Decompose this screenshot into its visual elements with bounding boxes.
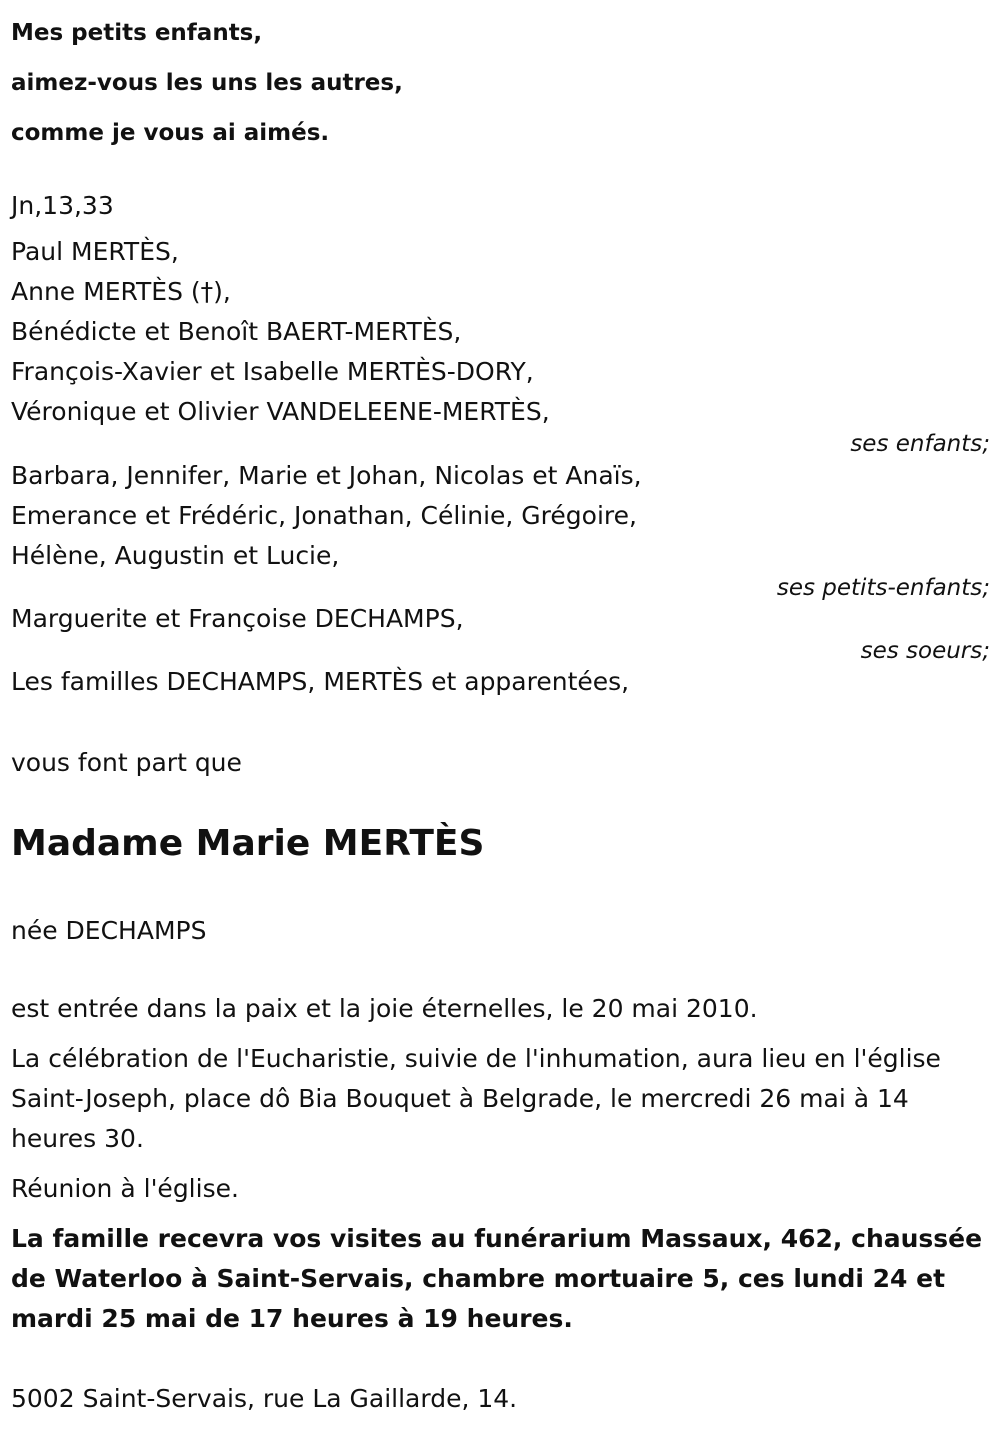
role-label: ses petits-enfants; bbox=[776, 575, 990, 601]
bible-quote bbox=[11, 8, 403, 158]
sisters-group bbox=[11, 599, 990, 663]
quote-line: Mes petits enfants, bbox=[11, 20, 263, 46]
intro-text: vous font part que bbox=[11, 748, 242, 777]
death-statement: est entrée dans la paix et la joie éternelles, le 20 mai 2010. bbox=[11, 994, 758, 1023]
family-name-line: Marguerite et Françoise DECHAMPS, bbox=[11, 604, 464, 633]
family-address: 5002 Saint-Servais, rue La Gaillarde, 14. bbox=[11, 1384, 518, 1413]
quote-line: comme je vous ai aimés. bbox=[11, 120, 330, 146]
deceased-name: Madame Marie MERTÈS bbox=[11, 823, 485, 864]
role-label: ses enfants; bbox=[850, 431, 990, 457]
family-name-line: Bénédicte et Benoît BAERT-MERTÈS, bbox=[11, 317, 462, 346]
grandchildren-group bbox=[11, 456, 990, 600]
quote-reference: Jn,13,33 bbox=[11, 191, 114, 220]
family-name-line: François-Xavier et Isabelle MERTÈS-DORY, bbox=[11, 357, 534, 386]
family-name-line: Anne MERTÈS (†), bbox=[11, 277, 231, 306]
family-name-line: Paul MERTÈS, bbox=[11, 237, 179, 266]
announcement-body bbox=[11, 989, 990, 1349]
children-group bbox=[11, 232, 990, 456]
ceremony-details: La célébration de l'Eucharistie, suivie de l'inhumation, aura lieu en l'église Saint-Joseph, place dô Bia Bouquet à Belgrade, le mercredi 26 mai à 14 heures 30. bbox=[11, 1044, 941, 1153]
family-name-line: Véronique et Olivier VANDELEENE-MERTÈS, bbox=[11, 397, 550, 426]
family-name-line: Barbara, Jennifer, Marie et Johan, Nicolas et Anaïs, bbox=[11, 461, 642, 490]
quote-line: aimez-vous les uns les autres, bbox=[11, 70, 403, 96]
family-name-line: Hélène, Augustin et Lucie, bbox=[11, 541, 340, 570]
family-name-line: Les familles DECHAMPS, MERTÈS et apparentées, bbox=[11, 667, 630, 696]
visits-details: La famille recevra vos visites au funérarium Massaux, 462, chaussée de Waterloo à Saint-Servais, chambre mortuaire 5, ces lundi 24 et mardi 25 mai de 17 heures à 19 heures. bbox=[11, 1224, 983, 1333]
role-label: ses soeurs; bbox=[860, 638, 990, 664]
relatives-group bbox=[11, 662, 990, 702]
meeting-note: Réunion à l'église. bbox=[11, 1174, 239, 1203]
maiden-name: née DECHAMPS bbox=[11, 916, 207, 945]
family-name-line: Emerance et Frédéric, Jonathan, Célinie, Grégoire, bbox=[11, 501, 637, 530]
